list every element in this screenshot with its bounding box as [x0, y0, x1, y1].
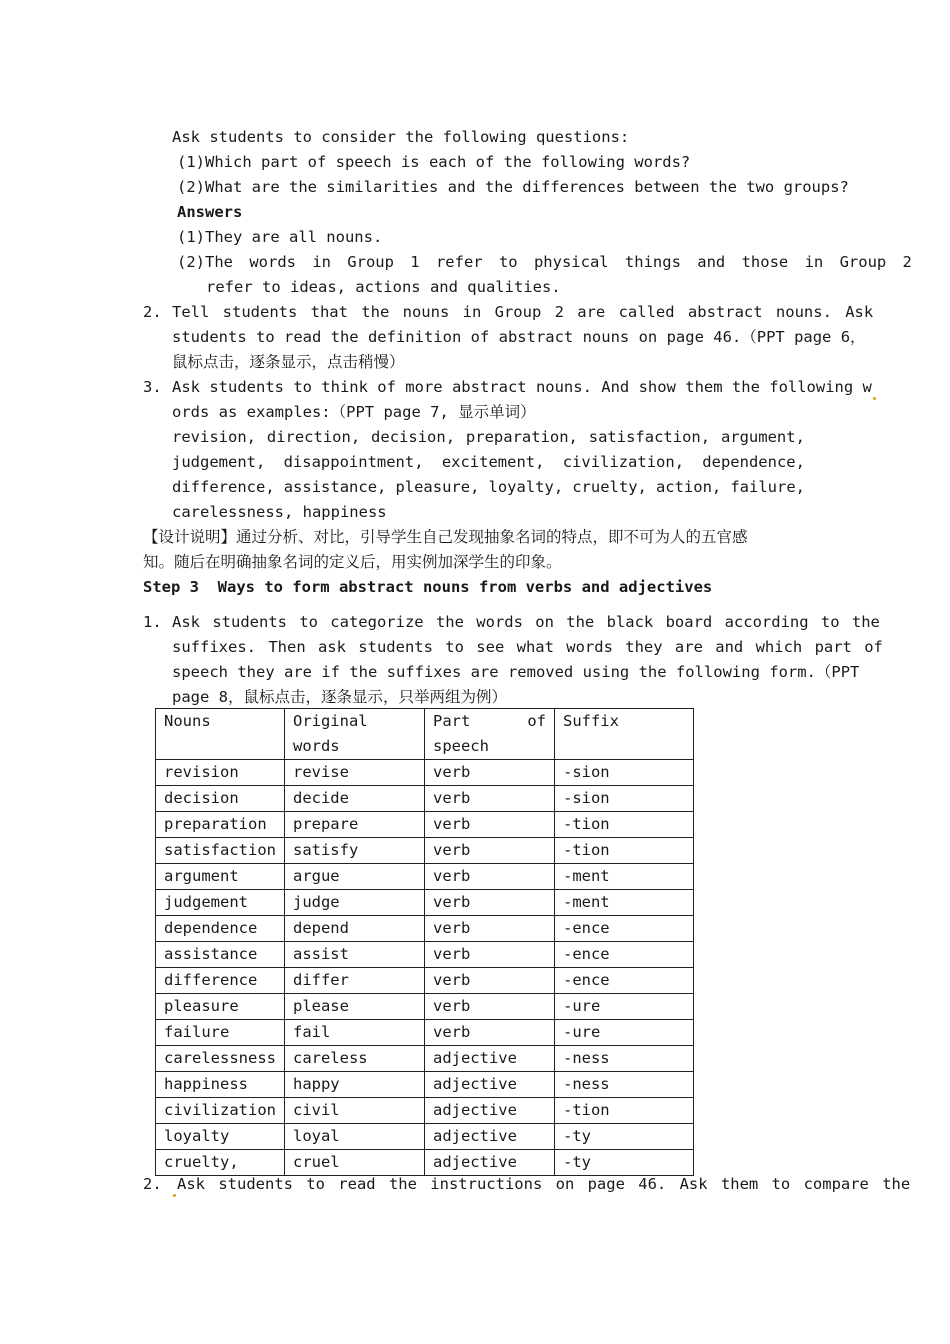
original-word-cell: happy — [284, 1072, 424, 1098]
example-word: satisfaction, — [588, 428, 711, 446]
table-row — [156, 812, 694, 838]
example-word: argument, — [720, 428, 805, 446]
step3-item-1-line-3: speech they are if the suffixes are removed using the following form.（PPT — [172, 663, 860, 681]
example-word: excitement, — [441, 453, 545, 471]
step3-item-1-line-1: Ask students to categorize the words on the black board according to the — [172, 613, 880, 631]
example-words-row-3 — [172, 475, 805, 500]
table-row — [156, 942, 694, 968]
example-word: civilization, — [562, 453, 685, 471]
part-of-speech-cell: verb — [424, 760, 554, 786]
part-of-speech-cell: verb — [424, 942, 554, 968]
example-word: pleasure, — [395, 478, 480, 496]
noun-cell: happiness — [156, 1072, 285, 1098]
suffix-cell: -ence — [554, 916, 693, 942]
revision-mark-dot — [873, 397, 876, 400]
suffix-cell: -tion — [554, 812, 693, 838]
example-word: direction, — [266, 428, 361, 446]
step3-item-2-number: 2. — [143, 1175, 162, 1193]
example-word: loyalty, — [488, 478, 564, 496]
suffix-cell: -sion — [554, 760, 693, 786]
example-word: action, — [655, 478, 722, 496]
suffix-cell: -ness — [554, 1072, 693, 1098]
item-2-line-2: students to read the definition of abstract nouns on page 46.（PPT page 6， — [172, 328, 866, 346]
suffix-cell: -ence — [554, 968, 693, 994]
item-2-number: 2. — [143, 303, 162, 321]
noun-cell: difference — [156, 968, 285, 994]
item-3-number: 3. — [143, 378, 162, 396]
suffix-cell: -tion — [554, 838, 693, 864]
example-word: failure, — [730, 478, 805, 496]
original-word-cell: satisfy — [284, 838, 424, 864]
example-word: assistance, — [283, 478, 387, 496]
original-word-cell: please — [284, 994, 424, 1020]
part-of-speech-cell: adjective — [424, 1124, 554, 1150]
original-word-cell: assist — [284, 942, 424, 968]
step3-item-1-number: 1. — [143, 613, 162, 631]
noun-cell: decision — [156, 786, 285, 812]
item-2-line-3: 鼠标点击，逐条显示，点击稍慢） — [172, 353, 405, 371]
table-row — [156, 786, 694, 812]
original-word-cell: fail — [284, 1020, 424, 1046]
design-note-line-2: 知。随后在明确抽象名词的定义后，用实例加深学生的印象。 — [143, 553, 562, 571]
step3-item-2-line-1: Ask students to read the instructions on page 46. Ask them to compare the — [172, 1172, 805, 1197]
original-word-cell: decide — [284, 786, 424, 812]
example-words-row-2 — [172, 450, 805, 475]
suffix-cell: -ness — [554, 1046, 693, 1072]
part-of-speech-cell: verb — [424, 1020, 554, 1046]
table-row — [156, 916, 694, 942]
part-of-speech-cell: adjective — [424, 1072, 554, 1098]
original-word-cell: civil — [284, 1098, 424, 1124]
suffix-cell: -sion — [554, 786, 693, 812]
noun-cell: revision — [156, 760, 285, 786]
design-note-line-1: 【设计说明】通过分析、对比，引导学生自己发现抽象名词的特点，即不可为人的五官感 — [143, 528, 748, 546]
table-row — [156, 890, 694, 916]
noun-cell: preparation — [156, 812, 285, 838]
part-of-speech-cell: verb — [424, 864, 554, 890]
table-row — [156, 968, 694, 994]
table-row — [156, 1072, 694, 1098]
original-word-cell: loyal — [284, 1124, 424, 1150]
revision-mark-dot — [173, 1194, 176, 1197]
question-2: (2)What are the similarities and the differences between the two groups? — [177, 178, 849, 196]
example-word: dependence, — [702, 453, 805, 471]
part-of-speech-cell: adjective — [424, 1150, 554, 1176]
table-row — [156, 994, 694, 1020]
original-word-cell: revise — [284, 760, 424, 786]
suffix-cell: -tion — [554, 1098, 693, 1124]
header-nouns: Nouns — [156, 709, 285, 760]
table-row — [156, 1124, 694, 1150]
original-word-cell: judge — [284, 890, 424, 916]
suffix-cell: -ure — [554, 1020, 693, 1046]
answers-label: Answers — [177, 203, 243, 221]
table-row — [156, 1098, 694, 1124]
original-word-cell: differ — [284, 968, 424, 994]
answer-2-line-1: (2)The words in Group 1 refer to physical things and those in Group 2 — [177, 253, 912, 271]
step3-item-1-line-4: page 8，鼠标点击，逐条显示，只举两组为例） — [172, 688, 507, 706]
item-2-line-1: Tell students that the nouns in Group 2 are called abstract nouns. Ask — [172, 303, 874, 321]
original-word-cell: depend — [284, 916, 424, 942]
part-of-speech-cell: adjective — [424, 1098, 554, 1124]
answer-2-line-2: refer to ideas, actions and qualities. — [206, 278, 561, 296]
noun-cell: assistance — [156, 942, 285, 968]
item-3-line-2: ords as examples:（PPT page 7, 显示单词） — [172, 403, 536, 421]
example-word: cruelty, — [572, 478, 647, 496]
part-of-speech-cell: verb — [424, 890, 554, 916]
part-of-speech-cell: verb — [424, 916, 554, 942]
noun-cell: carelessness — [156, 1046, 285, 1072]
step3-item-1-line-2: suffixes. Then ask students to see what words they are and which part of — [172, 638, 883, 656]
table-header-row — [156, 709, 694, 760]
noun-cell: cruelty, — [156, 1150, 285, 1176]
suffix-cell: -ty — [554, 1124, 693, 1150]
header-part-of-speech: Part of speech — [424, 709, 554, 760]
part-of-speech-cell: verb — [424, 786, 554, 812]
example-word: decision, — [371, 428, 456, 446]
suffix-cell: -ure — [554, 994, 693, 1020]
table-row — [156, 1020, 694, 1046]
original-word-cell: prepare — [284, 812, 424, 838]
example-word: disappointment, — [283, 453, 424, 471]
example-word: judgement, — [172, 453, 266, 471]
intro-ask: Ask students to consider the following questions: — [172, 128, 630, 146]
answer-1: (1)They are all nouns. — [177, 228, 383, 246]
table-row — [156, 838, 694, 864]
suffix-cell: -ment — [554, 890, 693, 916]
question-1: (1)Which part of speech is each of the following words? — [177, 153, 691, 171]
noun-cell: pleasure — [156, 994, 285, 1020]
noun-cell: judgement — [156, 890, 285, 916]
noun-cell: loyalty — [156, 1124, 285, 1150]
original-word-cell: cruel — [284, 1150, 424, 1176]
table-row — [156, 760, 694, 786]
part-of-speech-cell: verb — [424, 812, 554, 838]
step-3-title: Step 3 Ways to form abstract nouns from verbs and adjectives — [143, 578, 713, 596]
example-words-row-4: carelessness, happiness — [172, 503, 387, 521]
suffix-table — [155, 708, 694, 1176]
noun-cell: argument — [156, 864, 285, 890]
part-of-speech-cell: adjective — [424, 1046, 554, 1072]
example-word: preparation, — [465, 428, 578, 446]
noun-cell: failure — [156, 1020, 285, 1046]
suffix-cell: -ence — [554, 942, 693, 968]
example-word: difference, — [172, 478, 275, 496]
noun-cell: civilization — [156, 1098, 285, 1124]
header-original-words: Original words — [284, 709, 424, 760]
suffix-cell: -ty — [554, 1150, 693, 1176]
example-words-row-1 — [172, 425, 805, 450]
table-row — [156, 1046, 694, 1072]
header-suffix: Suffix — [554, 709, 693, 760]
original-word-cell: argue — [284, 864, 424, 890]
example-word: revision, — [172, 428, 256, 446]
suffix-cell: -ment — [554, 864, 693, 890]
noun-cell: dependence — [156, 916, 285, 942]
part-of-speech-cell: verb — [424, 968, 554, 994]
part-of-speech-cell: verb — [424, 994, 554, 1020]
noun-cell: satisfaction — [156, 838, 285, 864]
item-3-line-1: Ask students to think of more abstract nouns. And show them the following w — [172, 375, 876, 400]
original-word-cell: careless — [284, 1046, 424, 1072]
part-of-speech-cell: verb — [424, 838, 554, 864]
table-row — [156, 864, 694, 890]
